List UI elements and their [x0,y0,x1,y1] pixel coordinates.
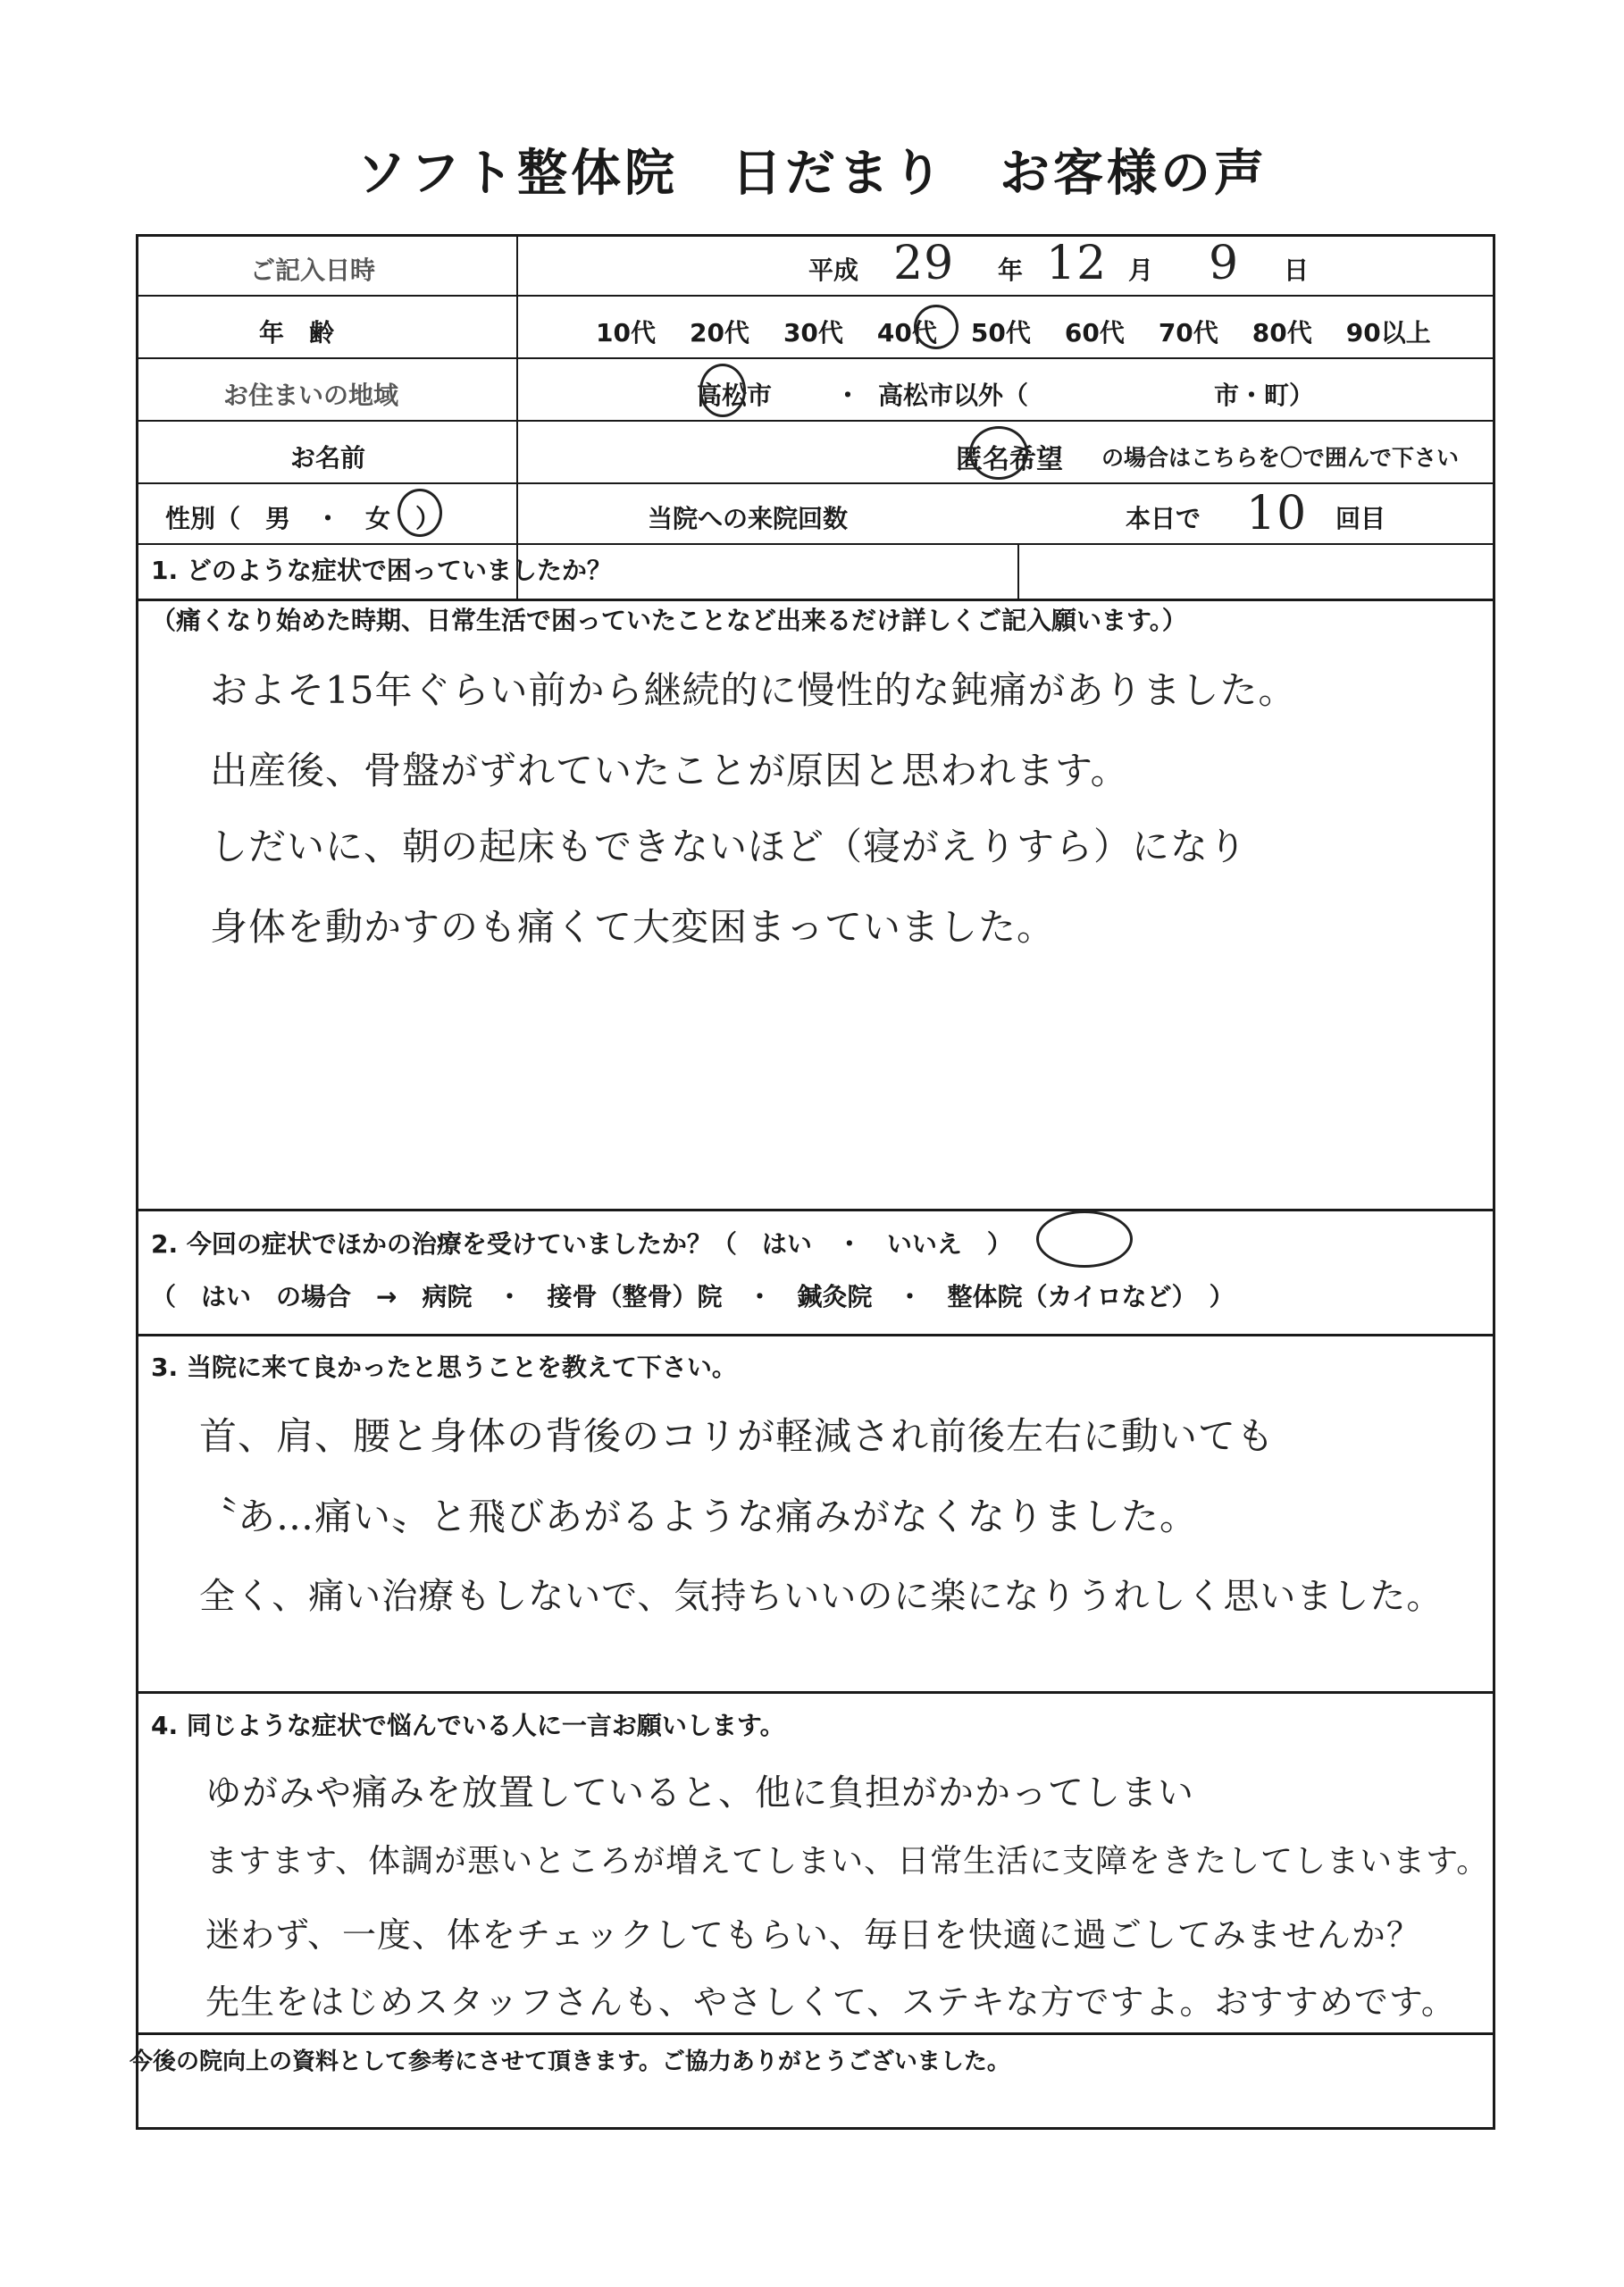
q4-answer-line: 先生をはじめスタッフさんも、やさしくて、ステキな方ですよ。おすすめです。 [205,1982,1456,2022]
anonymous-note: の場合はこちらを〇で囲んで下さい [1101,445,1460,471]
survey-form [130,234,1495,2130]
row-divider [138,357,1493,359]
row-divider [138,295,1493,297]
age-option[interactable]: 90以上 [1345,318,1431,348]
anonymous-selected-circle [969,426,1028,480]
q1-answer-line: 出産後、骨盤がずれていたことが原因と思われます。 [210,749,1129,792]
q2-answer-circle [1036,1211,1133,1268]
visits-label: 当院への来院回数 [648,504,849,533]
day-unit: 日 [1284,256,1310,285]
region-city-town: 市・町） [1214,381,1315,410]
section-divider [138,1209,1493,1211]
date-label: ご記入日時 [250,256,376,285]
q3-answer-line: 全く、痛い治療もしないで、気持ちいいのに楽になりうれしく思いました。 [199,1576,1444,1617]
q1-heading: 1. どのような症状で困っていましたか？ [151,556,612,585]
q1-answer-line: 身体を動かすのも痛くて大変困まっていました。 [210,905,1056,949]
month-unit: 月 [1128,256,1154,285]
age-option[interactable]: 30代 [783,318,843,348]
q3-answer-line: 〝あ…痛い〟と飛びあがるような痛みがなくなりました。 [199,1495,1199,1538]
gender-selected-circle [398,489,442,537]
column-divider [516,237,518,599]
column-divider [1017,543,1019,599]
region-selected-circle [699,364,746,417]
q3-heading: 3. 当院に来て良かったと思うことを教えて下さい。 [151,1353,737,1382]
q2-heading: 2. 今回の症状でほかの治療を受けていましたか？（ はい ・ いいえ ） [151,1229,1012,1259]
month-value: 12 [1046,237,1108,290]
q3-answer-line: 首、肩、腰と身体の背後のコリが軽減され前後左右に動いても [199,1414,1276,1458]
q1-answer-line: しだいに、朝の起床もできないほど（寝がえりすら）になり [210,825,1248,868]
age-option[interactable]: 70代 [1158,318,1218,348]
region-label: お住まいの地域 [223,381,399,410]
age-option[interactable]: 60代 [1064,318,1125,348]
visits-suffix: 回目 [1335,504,1386,533]
region-option-takamatsu[interactable]: 高松市 [697,381,773,410]
region-option-other[interactable]: 高松市以外（ [878,381,1029,410]
era-label: 平成 [808,256,859,285]
q4-answer-line: 迷わず、一度、体をチェックしてもらい、毎日を快適に過ごしてみませんか？ [205,1915,1421,1955]
age-option-selected[interactable]: 40代 [876,318,937,348]
region-separator: ・ [835,381,861,410]
footer-note: 今後の院向上の資料として参考にさせて頂きます。ご協力ありがとうございました。 [130,2048,1010,2075]
age-selected-circle [914,305,958,349]
visits-prefix: 本日で [1126,504,1201,533]
row-divider [138,420,1493,422]
year-value: 29 [893,237,955,290]
row-divider [138,543,1493,545]
row-divider [138,482,1493,484]
q2-subline: （ はい の場合 → 病院 ・ 接骨（整骨）院 ・ 鍼灸院 ・ 整体院（カイロなど） ） [151,1282,1235,1311]
year-unit: 年 [998,256,1024,285]
section-divider [138,1334,1493,1336]
age-label: 年 齢 [259,318,335,348]
q1-answer-line: およそ15年ぐらい前から継続的に慢性的な鈍痛がありました。 [210,668,1297,712]
age-option[interactable]: 20代 [689,318,749,348]
name-label: お名前 [290,443,366,473]
gender-label: 性別（ 男 ・ 女 ） [165,504,441,533]
q4-heading: 4. 同じような症状で悩んでいる人に一言お願いします。 [151,1711,785,1740]
page-title: ソフト整体院 日だまり お客様の声 [356,145,1268,203]
section-divider [138,2032,1493,2035]
age-option[interactable]: 10代 [596,318,656,348]
section-divider [138,1691,1493,1694]
anonymous-label[interactable]: 匿名希望 [956,444,1063,475]
q4-answer-line: ゆがみや痛みを放置していると、他に負担がかかってしまい [205,1772,1194,1814]
visits-value: 10 [1246,487,1308,540]
q1-subheading: （痛くなり始めた時期、日常生活で困っていたことなど出来るだけ詳しくご記入願います。） [151,606,1187,635]
age-options [596,314,1465,349]
age-option[interactable]: 50代 [970,318,1031,348]
day-value: 9 [1209,237,1240,290]
q4-answer-line: ますます、体調が悪いところが増えてしまい、日常生活に支障をきたしてしまいます。 [205,1843,1490,1880]
age-option[interactable]: 80代 [1251,318,1312,348]
